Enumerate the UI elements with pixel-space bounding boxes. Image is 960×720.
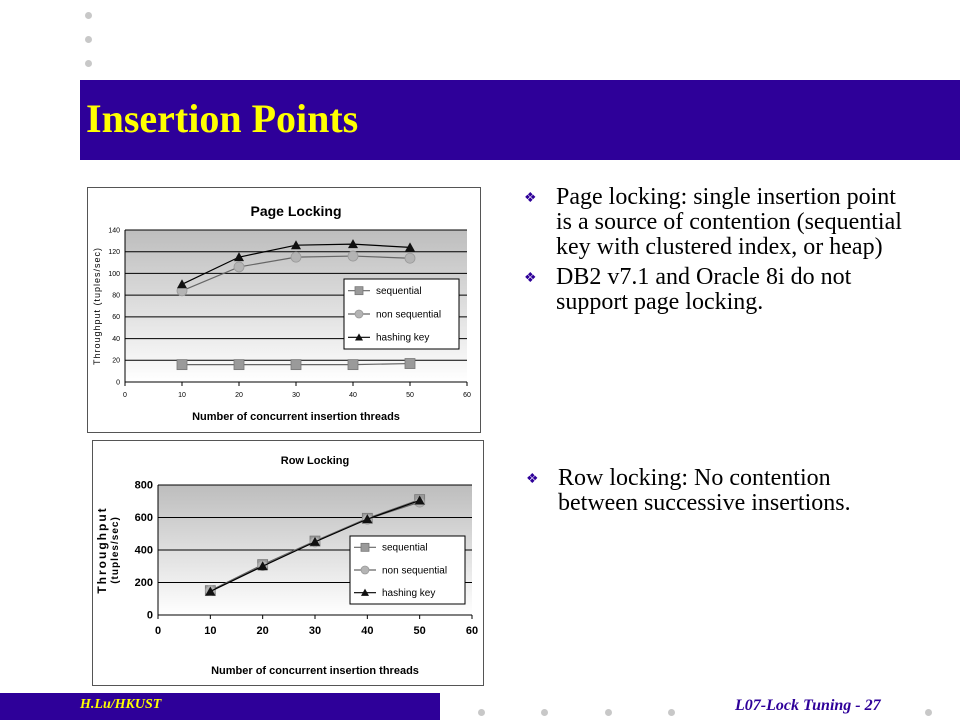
- bullet-text: Page locking: single insertion point is a source of contention (sequential key with clustered index, or heap): [556, 184, 902, 260]
- data-point-sequential: [234, 360, 244, 370]
- data-point-non-sequential: [291, 252, 301, 262]
- y-tick-label: 0: [146, 609, 153, 622]
- legend-label: hashing key: [382, 588, 436, 599]
- title-bar: [80, 80, 960, 160]
- bullet-item: [524, 185, 914, 260]
- bullet-item: [526, 466, 916, 516]
- legend-marker: [361, 566, 369, 574]
- legend-label: sequential: [376, 286, 422, 297]
- bullet-text: Row locking: No contention between successive insertions.: [558, 465, 851, 516]
- legend-marker: [361, 543, 369, 551]
- bullet-diamond-icon: ❖: [524, 191, 537, 206]
- x-tick-label: 50: [406, 392, 414, 399]
- y-axis-label: Throughput: [95, 506, 109, 594]
- page-locking-chart-svg: [87, 187, 481, 433]
- y-tick-label: 120: [108, 249, 120, 257]
- y-tick-label: 40: [112, 335, 120, 343]
- legend-label: sequential: [382, 542, 428, 554]
- x-tick-label: 0: [154, 625, 162, 637]
- y-tick-label: 800: [134, 479, 153, 492]
- page-locking-chart: [87, 187, 481, 438]
- y-tick-label: 200: [134, 577, 153, 590]
- footer-author: H.Lu/HKUST: [80, 697, 162, 712]
- y-axis-label: Throughput (tuples/sec): [92, 246, 102, 366]
- x-tick-label: 30: [292, 392, 300, 399]
- y-tick-label: 100: [108, 270, 120, 278]
- y-axis-label: (tuples/sec): [110, 516, 121, 584]
- footer-bar: [0, 693, 440, 720]
- x-axis-label: Number of concurrent insertion threads: [192, 411, 400, 423]
- decor-dot: [85, 36, 92, 43]
- legend-label: non sequential: [376, 309, 442, 321]
- data-point-sequential: [405, 359, 415, 369]
- data-point-sequential: [291, 360, 301, 370]
- y-tick-label: 140: [108, 227, 120, 235]
- data-point-non-sequential: [405, 253, 415, 263]
- bullet-item: [524, 265, 914, 315]
- bullet-diamond-icon: ❖: [526, 472, 539, 487]
- bullet-text: DB2 v7.1 and Oracle 8i do not support page locking.: [556, 264, 852, 315]
- x-tick-label: 40: [361, 625, 374, 637]
- x-tick-label: 50: [413, 625, 426, 637]
- x-tick-label: 0: [123, 392, 127, 399]
- data-point-non-sequential: [348, 251, 358, 261]
- x-tick-label: 10: [178, 392, 186, 399]
- chart-title: Page Locking: [250, 203, 342, 219]
- x-tick-label: 20: [256, 625, 269, 637]
- row-locking-chart-svg: [92, 440, 484, 686]
- legend-label: hashing key: [376, 332, 430, 344]
- data-point-sequential: [348, 360, 358, 370]
- x-tick-label: 20: [235, 392, 243, 399]
- data-point-sequential: [177, 360, 187, 370]
- y-tick-label: 60: [112, 314, 120, 322]
- y-tick-label: 0: [116, 379, 120, 387]
- row-locking-chart: [92, 440, 484, 691]
- y-tick-label: 600: [134, 512, 153, 525]
- y-tick-label: 20: [112, 357, 120, 365]
- legend-marker: [355, 310, 363, 318]
- x-tick-label: 60: [465, 625, 479, 637]
- x-tick-label: 60: [463, 392, 471, 399]
- decor-dot: [85, 12, 92, 19]
- y-tick-label: 80: [112, 292, 120, 300]
- bullets-top: [524, 185, 914, 320]
- decor-dot: [85, 60, 92, 67]
- decor-dot: [478, 709, 485, 716]
- legend-marker: [355, 287, 363, 295]
- bullets-bottom: [526, 466, 916, 521]
- legend-label: non sequential: [382, 565, 448, 577]
- decor-dot: [605, 709, 612, 716]
- x-axis-label: Number of concurrent insertion threads: [211, 665, 419, 677]
- decor-dot: [668, 709, 675, 716]
- chart-title: Row Locking: [280, 455, 350, 467]
- slide-title: Insertion Points: [86, 96, 359, 141]
- y-tick-label: 400: [134, 544, 153, 557]
- data-point-non-sequential: [234, 262, 244, 272]
- decor-dot: [541, 709, 548, 716]
- x-tick-label: 40: [349, 392, 357, 399]
- x-tick-label: 10: [204, 625, 217, 637]
- footer-slide-label: L07-Lock Tuning - 27: [735, 697, 881, 714]
- x-tick-label: 30: [308, 625, 322, 637]
- bullet-diamond-icon: ❖: [524, 271, 537, 286]
- decor-dot: [925, 709, 932, 716]
